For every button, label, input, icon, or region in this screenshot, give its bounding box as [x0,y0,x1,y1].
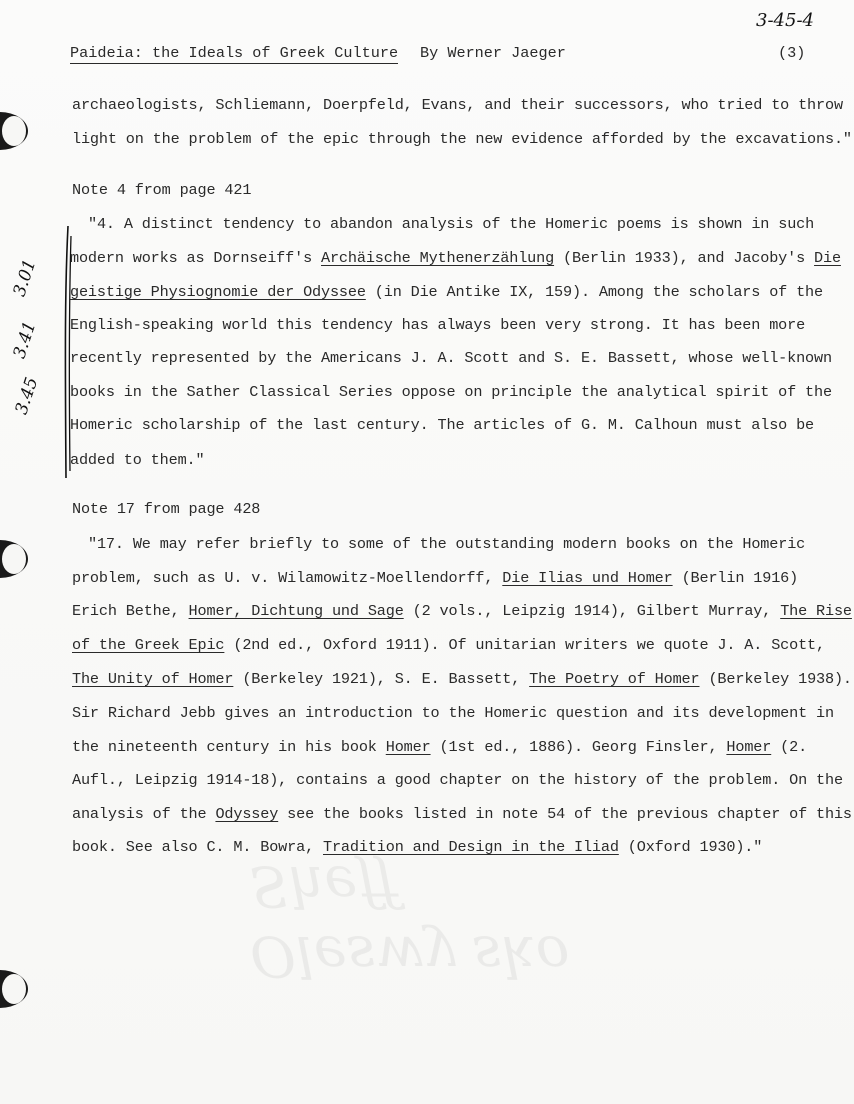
book-title-die: Die [814,249,841,267]
margin-note-3: 3.45 [11,374,43,418]
book-title-unity-of-homer: The Unity of Homer [72,670,234,688]
book-title-greek-epic: of the Greek Epic [72,636,225,654]
note-17-line-6: Sir Richard Jebb gives an introduction to the Homeric question and its development in [72,704,834,722]
margin-note-2: 3.41 [9,318,41,362]
punch-hole-bottom [0,970,28,1008]
note-17-line-1: "17. We may refer briefly to some of the outstanding modern books on the Homeric [88,535,806,553]
book-title-odyssey: Odyssey [215,805,279,823]
book-title-homer-finsler: Homer [726,738,772,756]
book-title-tradition-design: Tradition and Design in the Iliad [323,838,619,856]
note-4-heading: Note 4 from page 421 [72,181,252,199]
note-4-line-4: English-speaking world this tendency has always been very strong. It has been more [70,316,806,334]
note-17-line-4: of the Greek Epic (2nd ed., Oxford 1911). Of unitarian writers we quote J. A. Scott, [72,636,825,654]
punch-hole-top [0,112,28,150]
note-4-line-8: added to them." [70,451,205,469]
book-title-homer-jebb: Homer [385,738,431,756]
note-17-line-10: book. See also C. M. Bowra, Tradition and Design in the Iliad (Oxford 1930)." [72,838,763,856]
book-title-poetry-of-homer: The Poetry of Homer [529,670,700,688]
note-4-line-5: recently represented by the Americans J. A. Scott and S. E. Bassett, whose well-known [70,349,832,367]
page-number: (3) [778,44,806,62]
book-title-the-rise: The Rise [780,602,852,620]
bleed-through-text: Oleswy sko Sheff [250,853,570,988]
note-17-line-7: the nineteenth century in his book Homer (1st ed., 1886). Georg Finsler, Homer (2. [72,738,808,756]
note-4-line-2: modern works as Dornseiff's Archäische Mythenerzählung (Berlin 1933), and Jacoby's Die [70,249,841,267]
book-title-ilias: Die Ilias und Homer [502,569,673,587]
note-17-line-2: problem, such as U. v. Wilamowitz-Moellendorff, Die Ilias und Homer (Berlin 1916) [72,569,799,587]
note-17-line-5: The Unity of Homer (Berkeley 1921), S. E. Bassett, The Poetry of Homer (Berkeley 1938). [72,670,852,688]
book-title-geistige: geistige Physiognomie der Odyssee [70,283,366,301]
book-title-homer-dichtung: Homer, Dichtung und Sage [188,602,404,620]
intro-line-2: light on the problem of the epic through the new evidence afforded by the excavations." [72,130,852,148]
margin-note-1: 3.01 [9,256,41,300]
note-4-line-7: Homeric scholarship of the last century. The articles of G. M. Calhoun must also be [70,416,815,434]
book-title-archaische: Archäische Mythenerzählung [321,249,555,267]
handwritten-page-code: 3-45-4 [756,10,814,31]
note-4-line-3: geistige Physiognomie der Odyssee (in Die Antike IX, 159). Among the scholars of the [70,283,823,301]
note-4-line-1: "4. A distinct tendency to abandon analysis of the Homeric poems is shown in such [88,215,815,233]
running-title-text: Paideia: the Ideals of Greek Culture [70,44,399,62]
running-title [70,44,398,62]
running-author: By Werner Jaeger [420,44,566,62]
intro-line-1: archaeologists, Schliemann, Doerpfeld, Evans, and their successors, who tried to throw [72,96,843,114]
note-17-line-9: analysis of the Odyssey see the books listed in note 54 of the previous chapter of this [72,805,852,823]
note-4-line-6: books in the Sather Classical Series oppose on principle the analytical spirit of the [70,383,832,401]
note-17-heading: Note 17 from page 428 [72,500,261,518]
note-17-line-8: Aufl., Leipzig 1914-18), contains a good chapter on the history of the problem. On the [72,771,843,789]
note-17-line-3: Erich Bethe, Homer, Dichtung und Sage (2 vols., Leipzig 1914), Gilbert Murray, The Rise [72,602,852,620]
punch-hole-middle [0,540,28,578]
